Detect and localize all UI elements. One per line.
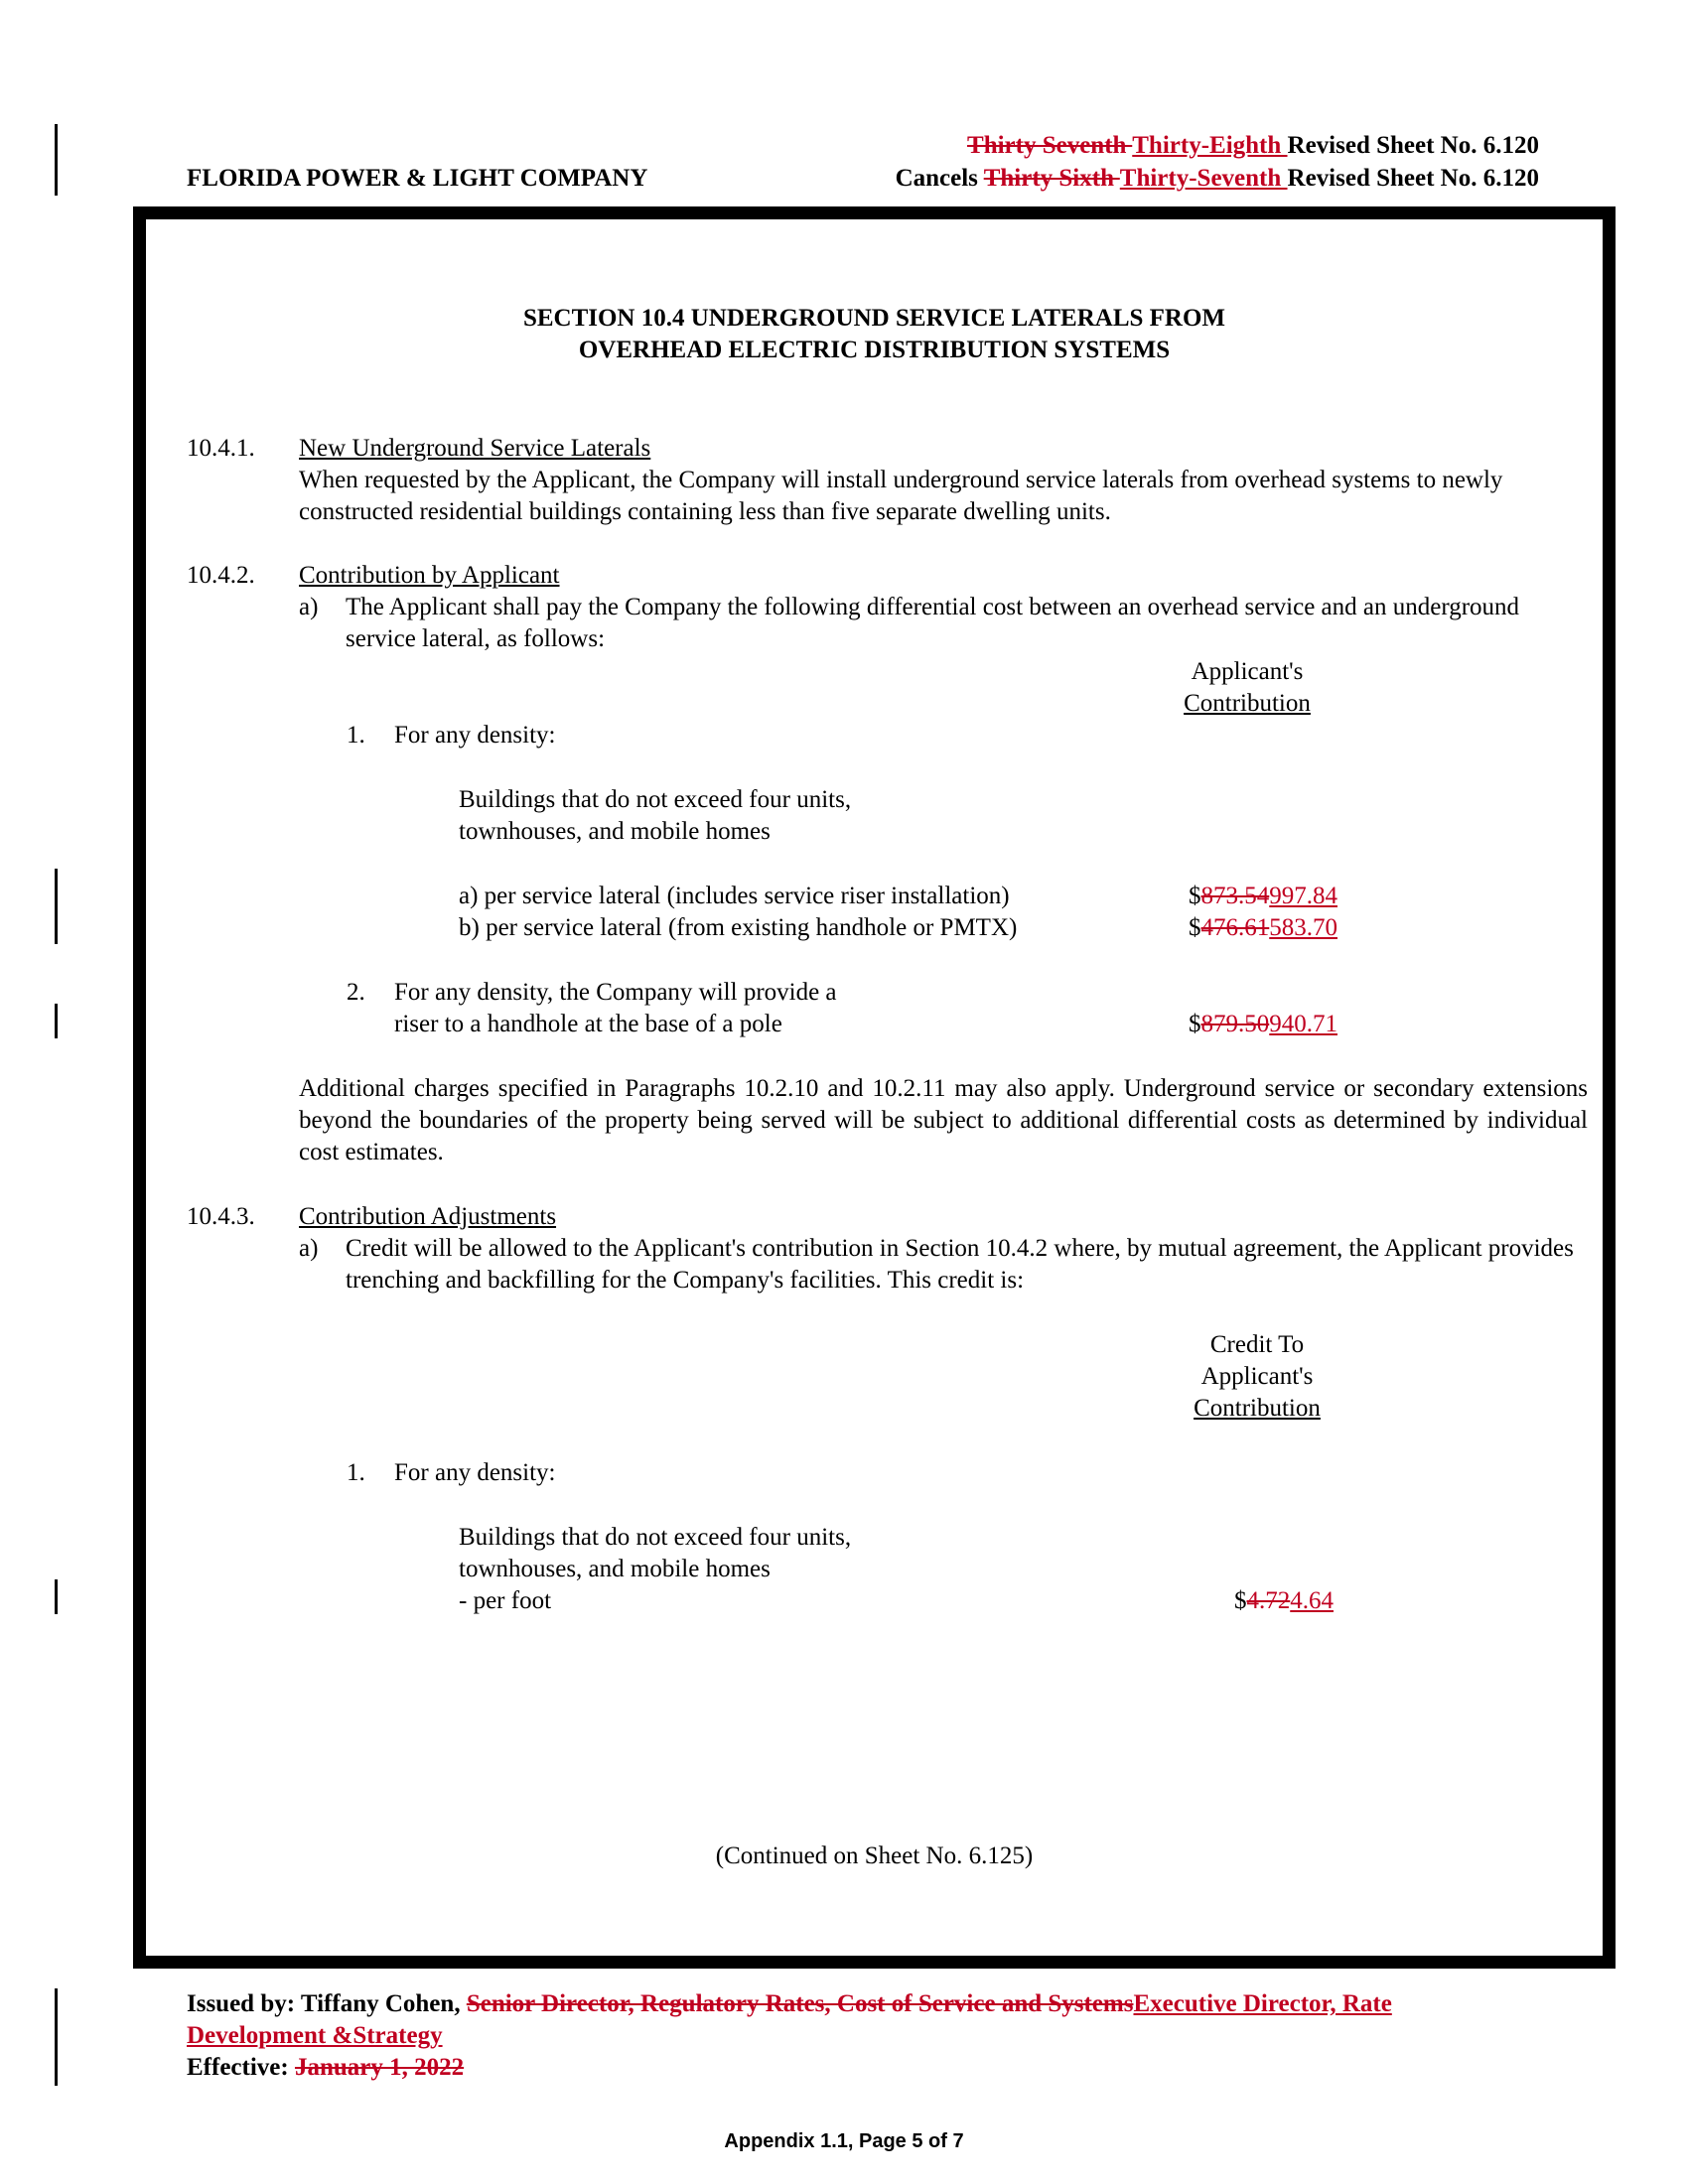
deleted-title: Senior Director, Regulatory Rates, Cost of Service and Systems bbox=[466, 1990, 1134, 2017]
rate-a-label: a) per service lateral (includes service riser installation) bbox=[459, 883, 1010, 909]
issued-by-label: Issued by: Tiffany Cohen bbox=[187, 1990, 455, 2017]
appendix-page-note: Appendix 1.1, Page 5 of 7 bbox=[724, 2130, 964, 2152]
riser-new-value: 940.71 bbox=[1269, 1011, 1337, 1037]
deleted-sheet-ordinal: Thirty Seventh bbox=[967, 132, 1133, 159]
additional-charges-paragraph: Additional charges specified in Paragraphs 10.2.10 and 10.2.11 may also apply. Underground service or secondary extensions beyond the boundaries of the property being served will be subject to additional differential costs as determined by individual cost estimates. bbox=[299, 1075, 1588, 1165]
rate-b-value bbox=[1189, 912, 1337, 944]
section-title-line2: OVERHEAD ELECTRIC DISTRIBUTION SYSTEMS bbox=[578, 337, 1171, 363]
section-number-10-4-3: 10.4.3. bbox=[187, 1203, 255, 1230]
rate-b-label: b) per service lateral (from existing handhole or PMTX) bbox=[459, 914, 1018, 941]
item-label-a: a) bbox=[299, 594, 319, 620]
rate-a-new-value: 997.84 bbox=[1269, 883, 1337, 909]
cancels-label: Cancels bbox=[895, 165, 984, 192]
buildings-text-line2: townhouses, and mobile homes bbox=[459, 1556, 771, 1582]
change-bar bbox=[55, 1579, 58, 1614]
revised-sheet-label: Revised Sheet No. 6.120 bbox=[1287, 132, 1539, 159]
currency-symbol: $ bbox=[1189, 1011, 1201, 1037]
heading-contribution-adjustments: Contribution Adjustments bbox=[299, 1203, 557, 1230]
per-foot-label: - per foot bbox=[459, 1587, 552, 1614]
deleted-effective-date: January 1, 2022 bbox=[294, 2054, 465, 2081]
buildings-text-line1: Buildings that do not exceed four units, bbox=[459, 1524, 852, 1551]
inserted-cancels-ordinal: Thirty-Seventh bbox=[1119, 165, 1288, 192]
column-header-contribution: Contribution bbox=[1184, 690, 1311, 717]
credit-old-value: 4.72 bbox=[1246, 1587, 1291, 1614]
deleted-cancels-ordinal: Thirty Sixth bbox=[983, 165, 1120, 192]
change-bar bbox=[55, 124, 58, 196]
item-label-a: a) bbox=[299, 1235, 319, 1262]
cancels-sheet-label: Revised Sheet No. 6.120 bbox=[1287, 165, 1539, 192]
company-name: FLORIDA POWER & LIGHT COMPANY bbox=[187, 165, 648, 192]
rate-b-new-value: 583.70 bbox=[1269, 914, 1337, 941]
currency-symbol: $ bbox=[1189, 883, 1201, 909]
inserted-sheet-ordinal: Thirty-Eighth bbox=[1132, 132, 1288, 159]
riser-text-line2: riser to a handhole at the base of a pole bbox=[394, 1011, 782, 1037]
change-bar bbox=[55, 1004, 58, 1038]
heading-contribution-by-applicant: Contribution by Applicant bbox=[299, 562, 560, 589]
rate-a-value bbox=[1189, 881, 1337, 912]
effective-line bbox=[187, 2052, 464, 2084]
issued-by-separator: , bbox=[454, 1990, 467, 2017]
currency-symbol: $ bbox=[1189, 914, 1201, 941]
paragraph-10-4-3-a: Credit will be allowed to the Applicant's contribution in Section 10.4.2 where, by mutual agreement, the Applicant provides trenching and backfilling for the Company's facilities. This credit is: bbox=[346, 1235, 1574, 1294]
revised-sheet-line bbox=[967, 130, 1539, 162]
credit-value bbox=[1234, 1585, 1334, 1617]
rate-b-old-value: 476.61 bbox=[1200, 914, 1270, 941]
paragraph-10-4-2-a: The Applicant shall pay the Company the following differential cost between an overhead service and an underground service lateral, as follows: bbox=[346, 594, 1520, 652]
cancels-sheet-line bbox=[896, 163, 1539, 195]
change-bar bbox=[55, 869, 58, 944]
list-item-for-any-density: For any density: bbox=[394, 1459, 556, 1486]
issued-by-block bbox=[187, 1988, 1597, 2020]
column-header-applicants: Applicant's bbox=[1191, 658, 1304, 685]
section-number-10-4-1: 10.4.1. bbox=[187, 435, 255, 462]
riser-value bbox=[1189, 1009, 1337, 1040]
heading-new-underground-service-laterals: New Underground Service Laterals bbox=[299, 435, 651, 462]
section-title-line1: SECTION 10.4 UNDERGROUND SERVICE LATERALS FROM bbox=[522, 305, 1226, 332]
riser-text-line1: For any density, the Company will provide a bbox=[394, 979, 837, 1006]
credit-new-value: 4.64 bbox=[1290, 1587, 1334, 1614]
effective-label: Effective: bbox=[187, 2054, 295, 2081]
currency-symbol: $ bbox=[1234, 1587, 1247, 1614]
list-number-2: 2. bbox=[347, 979, 365, 1006]
continued-note: (Continued on Sheet No. 6.125) bbox=[715, 1843, 1034, 1869]
inserted-title-part2: Development &Strategy bbox=[187, 2022, 443, 2049]
rate-a-old-value: 873.54 bbox=[1200, 883, 1270, 909]
paragraph-10-4-1: When requested by the Applicant, the Company will install underground service laterals from overhead systems to newly constructed residential buildings containing less than five separate dwelling units. bbox=[299, 467, 1503, 525]
column-header-contribution: Contribution bbox=[1194, 1395, 1321, 1422]
buildings-text-line2: townhouses, and mobile homes bbox=[459, 818, 771, 845]
column-header-credit-to: Credit To bbox=[1209, 1331, 1305, 1358]
list-item-for-any-density: For any density: bbox=[394, 722, 556, 749]
list-number-1: 1. bbox=[347, 722, 365, 749]
inserted-title-part1: Executive Director, Rate bbox=[1133, 1990, 1392, 2017]
section-number-10-4-2: 10.4.2. bbox=[187, 562, 255, 589]
inserted-title-line2 bbox=[187, 2020, 443, 2052]
list-number-1: 1. bbox=[347, 1459, 365, 1486]
buildings-text-line1: Buildings that do not exceed four units, bbox=[459, 786, 852, 813]
column-header-applicants: Applicant's bbox=[1200, 1363, 1314, 1390]
riser-old-value: 879.50 bbox=[1200, 1011, 1270, 1037]
change-bar bbox=[55, 1988, 58, 2086]
